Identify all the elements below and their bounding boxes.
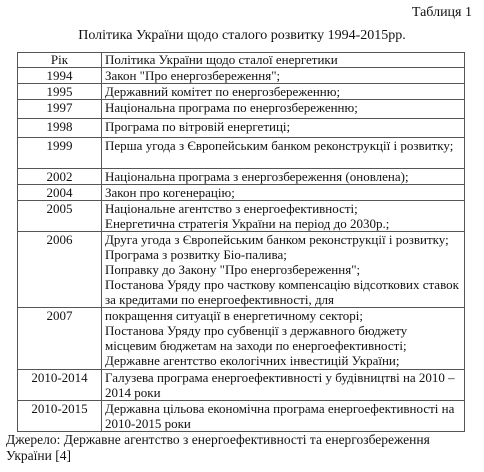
row-policy: Програма по вітровій енергетиці; xyxy=(102,119,465,138)
table-row xyxy=(18,370,465,401)
row-year: 2010-2015 xyxy=(18,401,102,432)
column-header-policy: Політика України щодо сталої енергетики xyxy=(102,53,465,68)
row-year: 1998 xyxy=(18,119,102,138)
row-year: 1997 xyxy=(18,100,102,119)
row-policy: Галузева програма енергоефективності у будівництві на 2010 – 2014 роки xyxy=(102,370,465,401)
source-note: Джерело: Державне агентство з енергоефективності та енергозбереження України [4] xyxy=(6,432,430,463)
policy-line: Постанова Уряду про часткову компенсацію відсоткових ставок за кредитами по енергоефективності, для xyxy=(105,277,459,307)
policy-line: Постанова Уряду про субвенції з державного бюджету місцевим бюджетам на заходи по енергоефективності; xyxy=(105,323,408,353)
row-year: 2007 xyxy=(18,308,102,370)
table-row xyxy=(18,308,465,370)
row-policy xyxy=(102,201,465,232)
table-row xyxy=(18,185,465,201)
table-row xyxy=(18,68,465,84)
row-policy: Закон про когенерацію; xyxy=(102,185,465,201)
row-year: 2006 xyxy=(18,232,102,308)
row-year: 2002 xyxy=(18,169,102,185)
row-year: 1999 xyxy=(18,138,102,169)
table-row xyxy=(18,119,465,138)
row-policy: Закон "Про енергозбереження"; xyxy=(102,68,465,84)
table-row xyxy=(18,84,465,100)
table-row xyxy=(18,401,465,432)
row-policy: Національна програма по енергозбереженню; xyxy=(102,100,465,119)
row-policy: Перша угода з Європейським банком реконструкції і розвитку; xyxy=(102,138,465,169)
table-number-label: Таблиця 1 xyxy=(411,5,472,20)
policy-line: Друга угода з Європейським банком реконструкції і розвитку; Програма з розвитку Біо-палива; xyxy=(105,232,449,262)
policy-table xyxy=(17,52,465,432)
policy-line: Державне агентство екологічних інвестицій України; xyxy=(105,353,400,368)
row-policy xyxy=(102,232,465,308)
table-row xyxy=(18,169,465,185)
column-header-year: Рік xyxy=(18,53,102,68)
table-row xyxy=(18,232,465,308)
row-policy: Державний комітет по енергозбереженню; xyxy=(102,84,465,100)
table-row xyxy=(18,138,465,169)
table-caption: Політика України щодо сталого розвитку 1994-2015рр. xyxy=(78,28,406,43)
table-header-row xyxy=(18,53,465,68)
table-row xyxy=(18,201,465,232)
policy-line: Поправку до Закону "Про енергозбереження"; xyxy=(105,262,361,277)
row-policy xyxy=(102,308,465,370)
policy-line: Енергетична стратегія України на період до 2030р.; xyxy=(105,216,390,231)
table-row xyxy=(18,100,465,119)
row-policy: Державна цільова економічна програма енергоефективності на 2010-2015 роки xyxy=(102,401,465,432)
policy-line: Національне агентство з енергоефективності; xyxy=(105,201,358,216)
row-year: 2010-2014 xyxy=(18,370,102,401)
row-year: 2005 xyxy=(18,201,102,232)
row-year: 2004 xyxy=(18,185,102,201)
row-policy: Національна програма з енергозбереження (оновлена); xyxy=(102,169,465,185)
row-year: 1994 xyxy=(18,68,102,84)
policy-line: покращення ситуації в енергетичному секторі; xyxy=(105,308,363,323)
row-year: 1995 xyxy=(18,84,102,100)
